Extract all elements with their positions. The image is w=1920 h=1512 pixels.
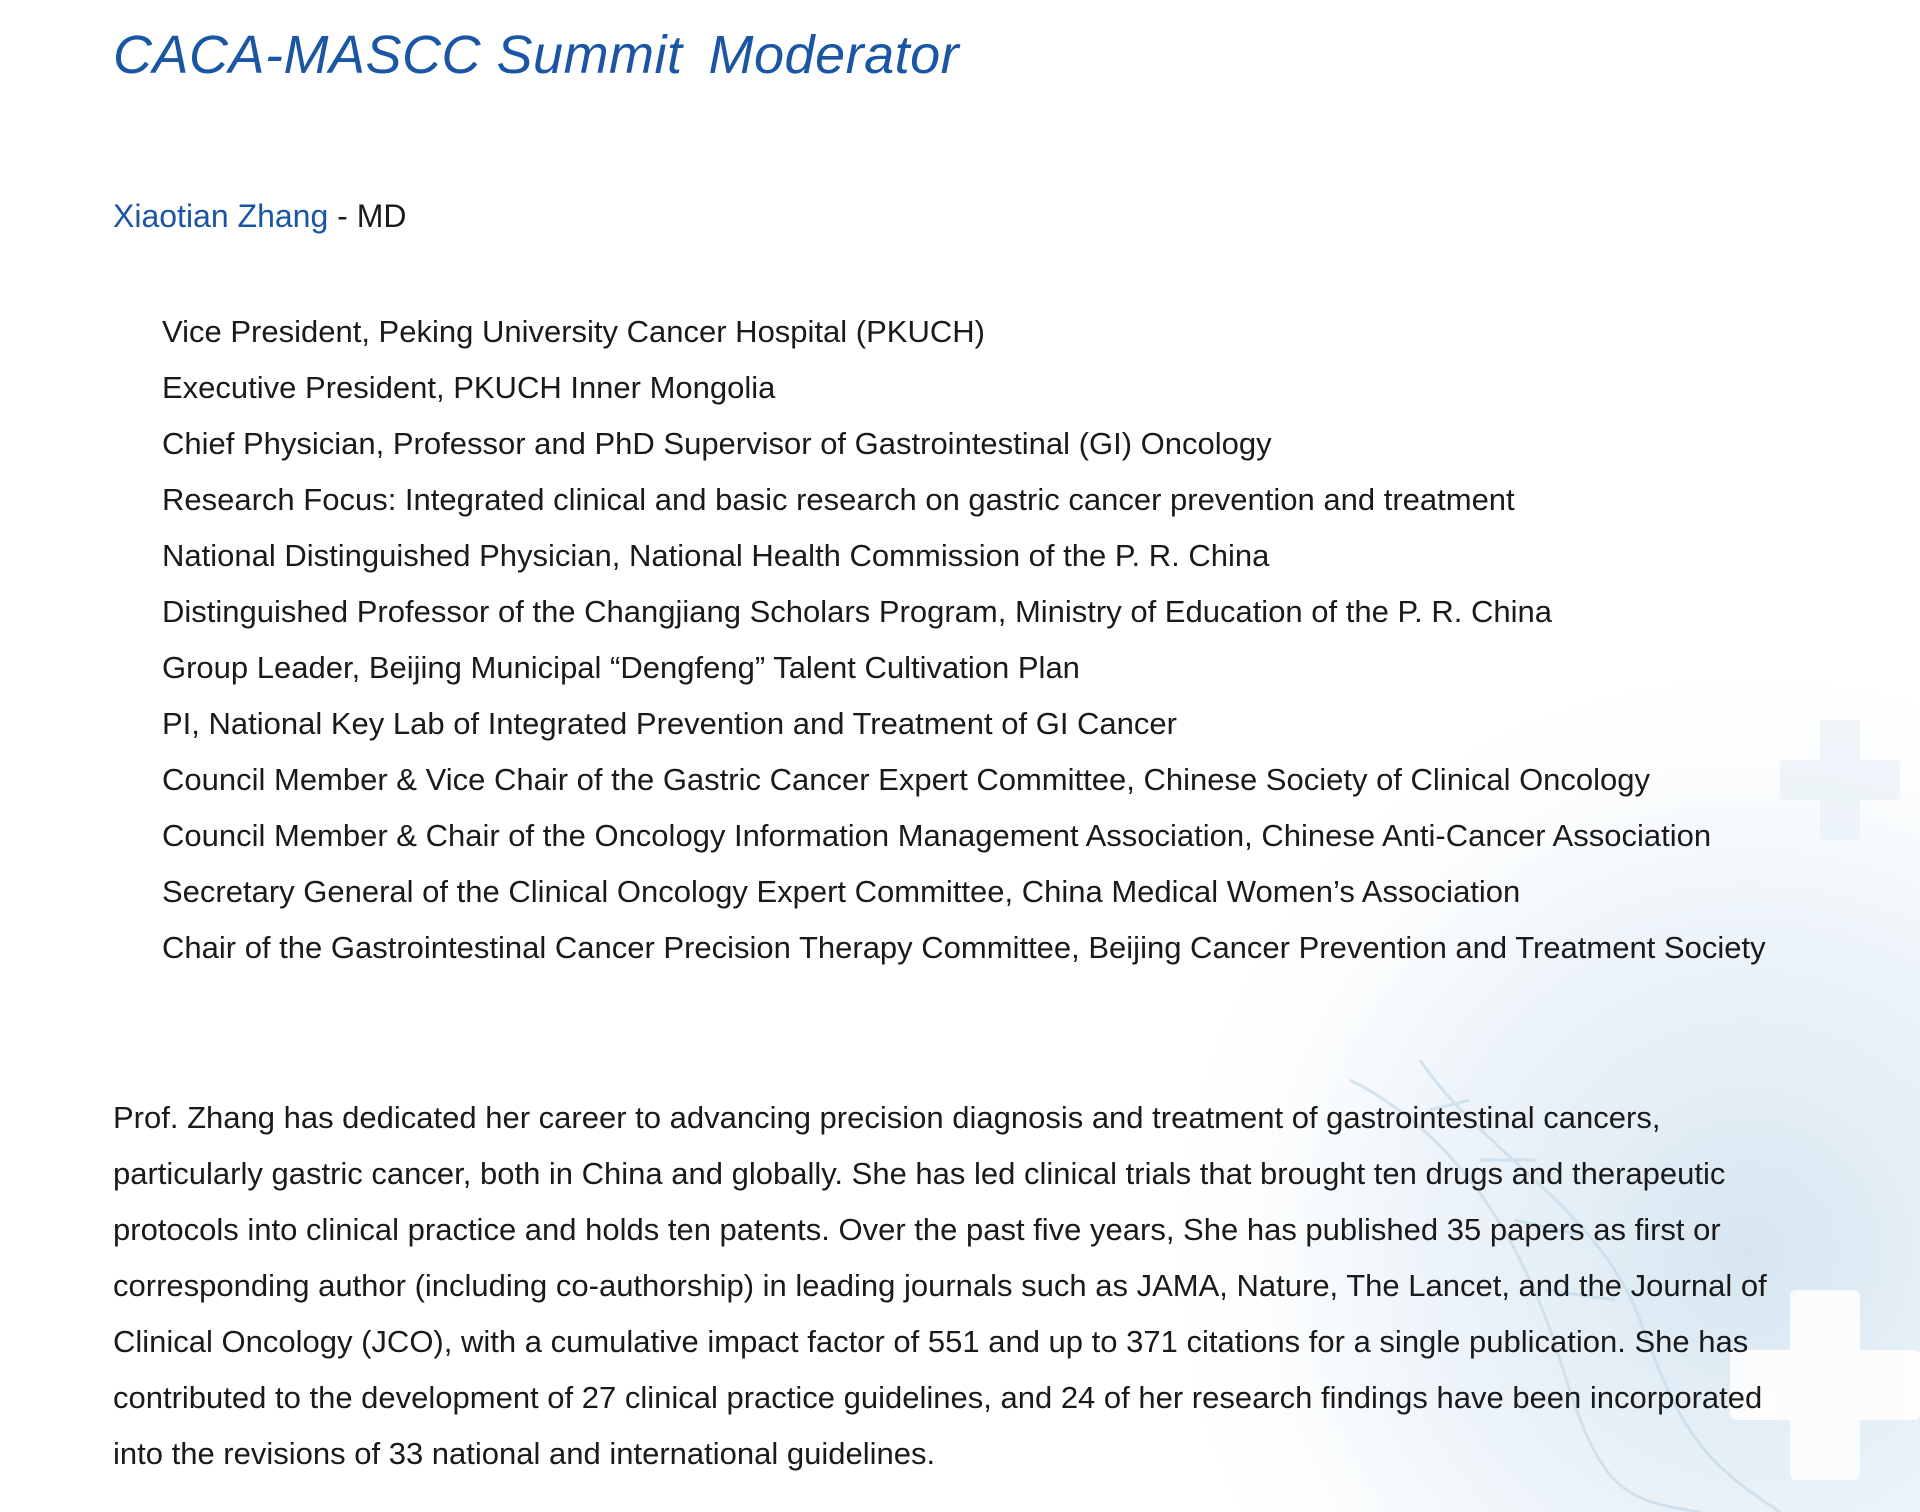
role-item: Council Member & Vice Chair of the Gastric Cancer Expert Committee, Chinese Society of Clinical Oncology xyxy=(162,762,1651,797)
role-item: Council Member & Chair of the Oncology Information Management Association, Chinese Anti-Cancer Association xyxy=(162,818,1712,853)
biography-paragraph: Prof. Zhang has dedicated her career to advancing precision diagnosis and treatment of gastrointestinal cancers, particularly gastric cancer, both in China and globally. She has led clinical trials that brought ten drugs and therapeutic protocols into clinical practice and holds ten patents. Over the past five years, She has published 35 papers as first or corresponding author (including co-authorship) in leading journals such as JAMA, Nature, The Lancet, and the Journal of Clinical Oncology (JCO), with a cumulative impact factor of 551 and up to 371 citations for a single publication. She has contributed to the development of 27 clinical practice guidelines, and 24 of her research findings have been incorporated into the revisions of 33 national and international guidelines. xyxy=(113,1100,1767,1471)
person-degree: - MD xyxy=(328,198,407,234)
role-item: Research Focus: Integrated clinical and basic research on gastric cancer prevention and treatment xyxy=(162,482,1515,517)
person-name: Xiaotian Zhang xyxy=(113,198,329,234)
role-item: PI, National Key Lab of Integrated Prevention and Treatment of GI Cancer xyxy=(162,706,1177,741)
person-heading xyxy=(113,198,406,235)
role-item: Distinguished Professor of the Changjiang Scholars Program, Ministry of Education of the P. R. China xyxy=(162,594,1552,629)
role-item: Secretary General of the Clinical Oncology Expert Committee, China Medical Women’s Association xyxy=(162,874,1521,909)
title-event: CACA-MASCC Summit xyxy=(113,25,683,85)
role-item: Chair of the Gastrointestinal Cancer Precision Therapy Committee, Beijing Cancer Prevention and Treatment Society xyxy=(162,930,1766,965)
role-item: Executive President, PKUCH Inner Mongolia xyxy=(162,370,776,405)
page-title xyxy=(113,24,959,86)
title-role: Moderator xyxy=(708,25,960,85)
role-item: Group Leader, Beijing Municipal “Dengfeng” Talent Cultivation Plan xyxy=(162,650,1080,685)
role-item: Chief Physician, Professor and PhD Supervisor of Gastrointestinal (GI) Oncology xyxy=(162,426,1272,461)
roles-list xyxy=(113,304,1813,976)
role-item: National Distinguished Physician, National Health Commission of the P. R. China xyxy=(162,538,1270,573)
role-item: Vice President, Peking University Cancer Hospital (PKUCH) xyxy=(162,314,985,349)
